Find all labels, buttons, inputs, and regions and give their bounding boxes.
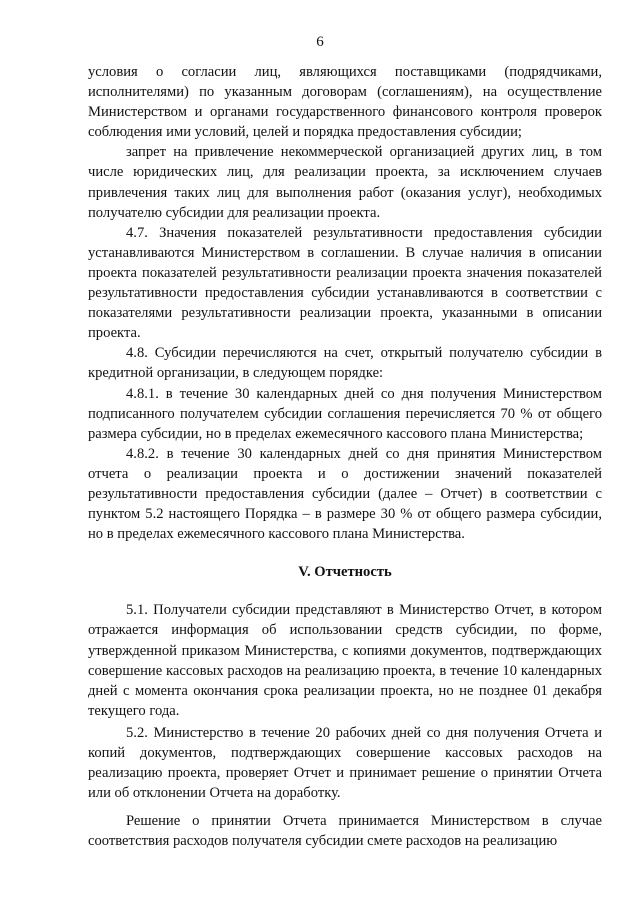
paragraph-4-8-2: 4.8.2. в течение 30 календарных дней со дня принятия Министерством отчета о реализации проекта и о достижении значений показателей результативности предоставления субсидии (далее – Отчет) в соответствии с пунктом 5.2 настоящего Порядка – в размере 30 % от общего размера субсидии, но в пределах ежемесячного кассового плана Министерства. — [88, 445, 602, 543]
paragraph-5-2: 5.2. Министерство в течение 20 рабочих дней со дня получения Отчета и копий документов, подтверждающих совершение кассовых расходов на реализацию проекта, проверяет Отчет и принимает решение о принятии Отчета или об отклонении Отчета на доработку. — [88, 724, 602, 802]
page-number: 6 — [316, 34, 324, 50]
section-heading-reporting: V. Отчетность — [298, 564, 392, 581]
paragraph-4-7: 4.7. Значения показателей результативности предоставления субсидии устанавливаются Министерством в соглашении. В случае наличия в описании проекта показателей результативности реализации проекта значения показателей результативности предоставления субсидии устанавливаются в соответствии с показателями результативности реализации проекта, указанными в описании проекта. — [88, 224, 602, 342]
paragraph-4-8-1: 4.8.1. в течение 30 календарных дней со дня получения Министерством подписанного получателем субсидии соглашения перечисляется 70 % от общего размера субсидии, но в пределах ежемесячного кассового плана Министерства; — [88, 385, 602, 442]
paragraph-5-1: 5.1. Получатели субсидии представляют в Министерство Отчет, в котором отражается информация об использовании средств субсидии, по форме, утвержденной приказом Министерства, с копиями документов, подтверждающих совершение кассовых расходов на реализацию проекта, в течение 10 календарных дней с момента окончания срока реализации проекта, но не позднее 01 декабря текущего года. — [88, 602, 602, 719]
document-body — [88, 62, 602, 851]
paragraph-prohibition-third-parties: запрет на привлечение некоммерческой организацией других лиц, в том числе юридических лиц, для реализации проекта, за исключением случаев привлечения таких лиц для выполнения работ (оказания услуг), необходимых получателю субсидии для реализации проекта. — [88, 144, 602, 221]
paragraph-conditions-consent: условия о согласии лиц, являющихся поставщиками (подрядчиками, исполнителями) по указанным договорам (соглашениям), на осуществление Министерством и органами государственного финансового контроля проверок соблюдения ими условий, целей и порядка предоставления субсидии; — [88, 64, 602, 141]
paragraph-4-8: 4.8. Субсидии перечисляются на счет, открытый получателю субсидии в кредитной организации, в следующем порядке: — [88, 345, 602, 382]
paragraph-report-acceptance: Решение о принятии Отчета принимается Министерством в случае соответствия расходов получателя субсидии смете расходов на реализацию — [88, 813, 602, 850]
